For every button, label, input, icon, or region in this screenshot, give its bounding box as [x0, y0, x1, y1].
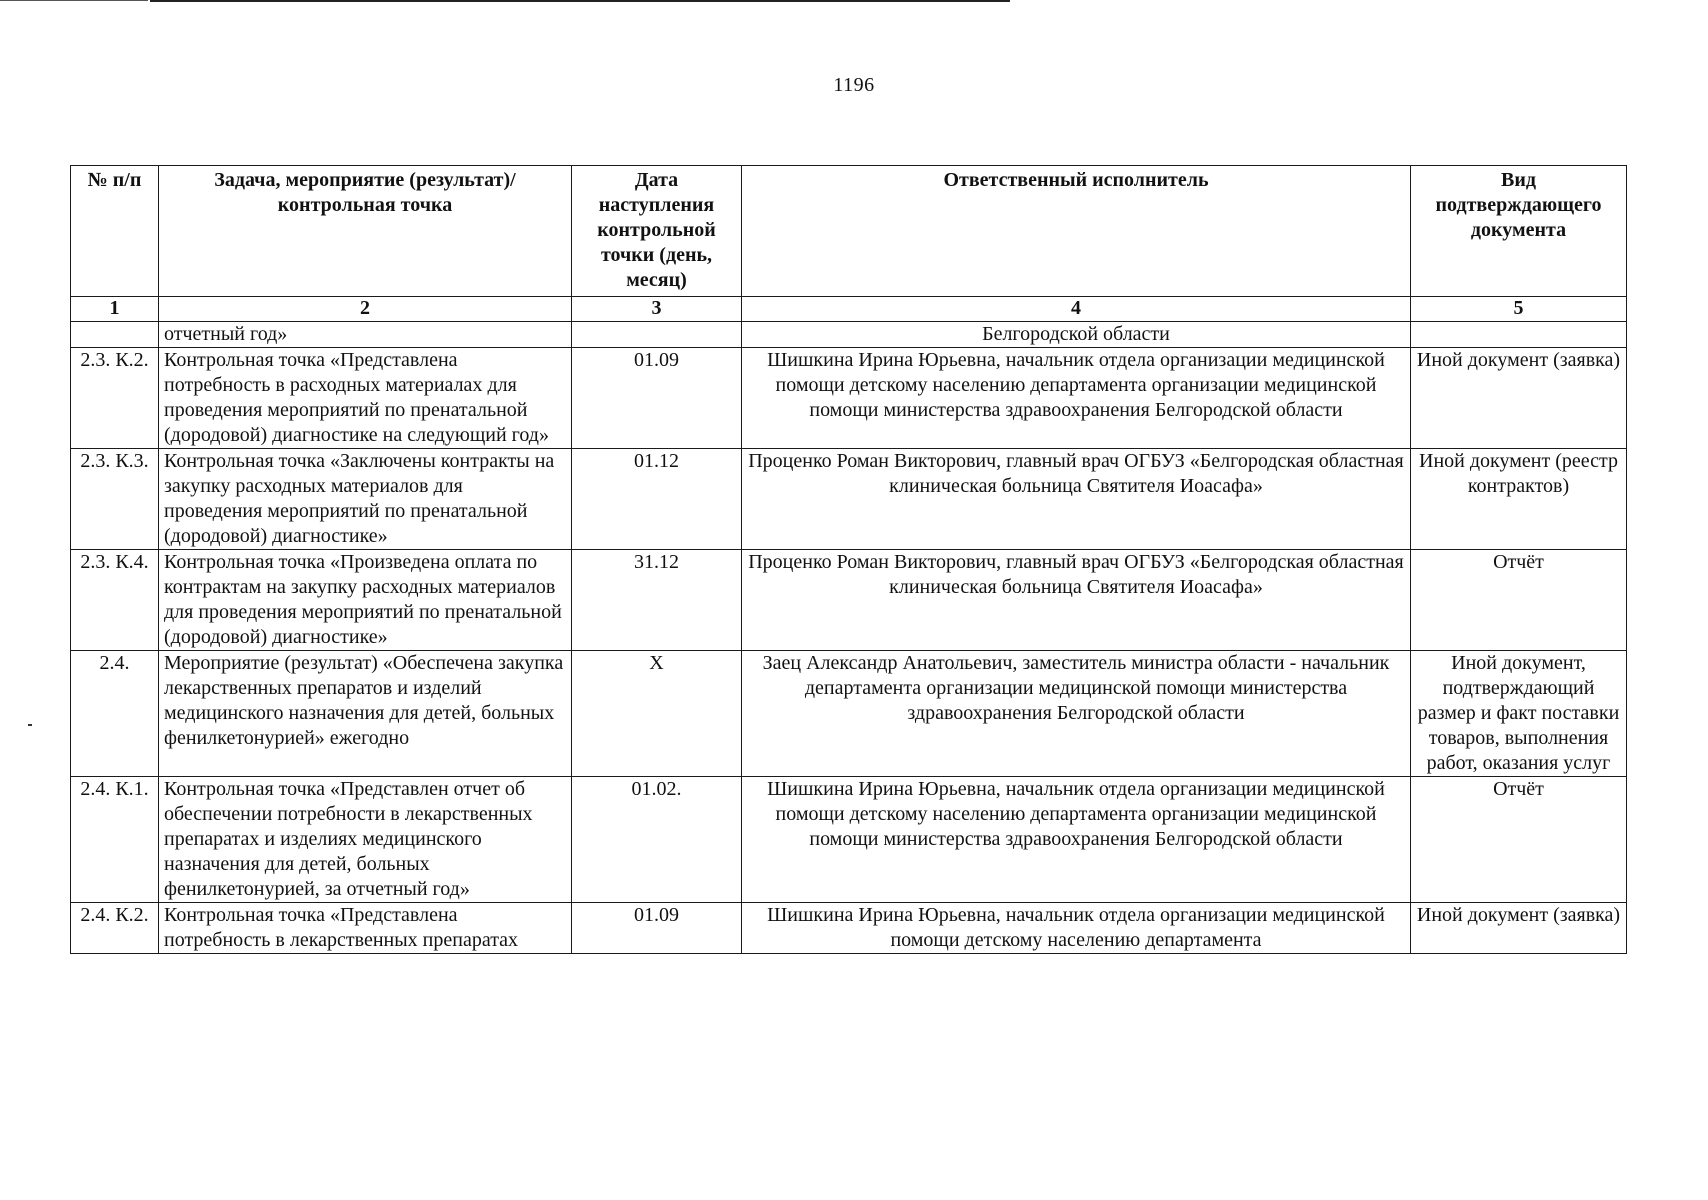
cell-responsible: Проценко Роман Викторович, главный врач ОГБУЗ «Белгородская областная клиническая больница Святителя Иоасафа»	[742, 449, 1411, 550]
cell-responsible: Шишкина Ирина Юрьевна, начальник отдела организации медицинской помощи детскому населению департамента организации медицинской помощи министерства здравоохранения Белгородской области	[742, 777, 1411, 903]
cell-num: 2.4. К.1.	[71, 777, 159, 903]
cell-document: Иной документ, подтверждающий размер и факт поставки товаров, выполнения работ, оказания услуг	[1411, 651, 1627, 777]
cell-document: Отчёт	[1411, 550, 1627, 651]
cell-date	[572, 322, 742, 348]
cell-date: X	[572, 651, 742, 777]
control-points-table	[70, 165, 1627, 954]
header-num: № п/п	[71, 166, 159, 297]
cell-responsible: Заец Александр Анатольевич, заместитель министра области - начальник департамента организации медицинской помощи министерства здравоохранения Белгородской области	[742, 651, 1411, 777]
margin-mark	[28, 724, 32, 726]
column-index: 1	[71, 297, 159, 322]
page-number: 1196	[833, 74, 875, 96]
cell-date: 01.09	[572, 348, 742, 449]
cell-num: 2.3. К.2.	[71, 348, 159, 449]
column-index: 3	[572, 297, 742, 322]
cell-responsible: Шишкина Ирина Юрьевна, начальник отдела организации медицинской помощи детскому населению департамента	[742, 903, 1411, 954]
cell-num: 2.4.	[71, 651, 159, 777]
cell-task: Контрольная точка «Представлена потребность в расходных материалах для проведения мероприятий по пренатальной (дородовой) диагностике на следующий год»	[159, 348, 572, 449]
cell-document: Отчёт	[1411, 777, 1627, 903]
table-row	[71, 449, 1627, 550]
table-row	[71, 348, 1627, 449]
cell-task: Контрольная точка «Заключены контракты на закупку расходных материалов для проведения мероприятий по пренатальной (дородовой) диагностике»	[159, 449, 572, 550]
scan-edge-line-left	[0, 0, 148, 1]
header-document: Вид подтверждающего документа	[1411, 166, 1627, 297]
cell-responsible: Шишкина Ирина Юрьевна, начальник отдела организации медицинской помощи детскому населению департамента организации медицинской помощи министерства здравоохранения Белгородской области	[742, 348, 1411, 449]
cell-date: 31.12	[572, 550, 742, 651]
cell-num	[71, 322, 159, 348]
header-row	[71, 166, 1627, 297]
cell-document	[1411, 322, 1627, 348]
table-row	[71, 903, 1627, 954]
cell-task: отчетный год»	[159, 322, 572, 348]
cell-document: Иной документ (реестр контрактов)	[1411, 449, 1627, 550]
column-index-row	[71, 297, 1627, 322]
header-date: Дата наступления контрольной точки (день, месяц)	[572, 166, 742, 297]
cell-num: 2.3. К.4.	[71, 550, 159, 651]
cell-task: Мероприятие (результат) «Обеспечена закупка лекарственных препаратов и изделий медицинского назначения для детей, больных фенилкетонурией» ежегодно	[159, 651, 572, 777]
table-row	[71, 550, 1627, 651]
header-task: Задача, мероприятие (результат)/ контрольная точка	[159, 166, 572, 297]
table-row	[71, 322, 1627, 348]
column-index: 5	[1411, 297, 1627, 322]
table-row	[71, 777, 1627, 903]
column-index: 4	[742, 297, 1411, 322]
cell-num: 2.3. К.3.	[71, 449, 159, 550]
cell-date: 01.12	[572, 449, 742, 550]
cell-responsible: Проценко Роман Викторович, главный врач ОГБУЗ «Белгородская областная клиническая больница Святителя Иоасафа»	[742, 550, 1411, 651]
cell-task: Контрольная точка «Представлена потребность в лекарственных препаратах	[159, 903, 572, 954]
column-index: 2	[159, 297, 572, 322]
cell-document: Иной документ (заявка)	[1411, 903, 1627, 954]
cell-responsible: Белгородской области	[742, 322, 1411, 348]
scan-edge-line	[150, 0, 1010, 2]
cell-task: Контрольная точка «Произведена оплата по контрактам на закупку расходных материалов для проведения мероприятий по пренатальной (дородовой) диагностике»	[159, 550, 572, 651]
cell-date: 01.09	[572, 903, 742, 954]
header-responsible: Ответственный исполнитель	[742, 166, 1411, 297]
cell-task: Контрольная точка «Представлен отчет об обеспечении потребности в лекарственных препаратах и изделиях медицинского назначения для детей, больных фенилкетонурией, за отчетный год»	[159, 777, 572, 903]
table-row	[71, 651, 1627, 777]
cell-document: Иной документ (заявка)	[1411, 348, 1627, 449]
cell-num: 2.4. К.2.	[71, 903, 159, 954]
cell-date: 01.02.	[572, 777, 742, 903]
